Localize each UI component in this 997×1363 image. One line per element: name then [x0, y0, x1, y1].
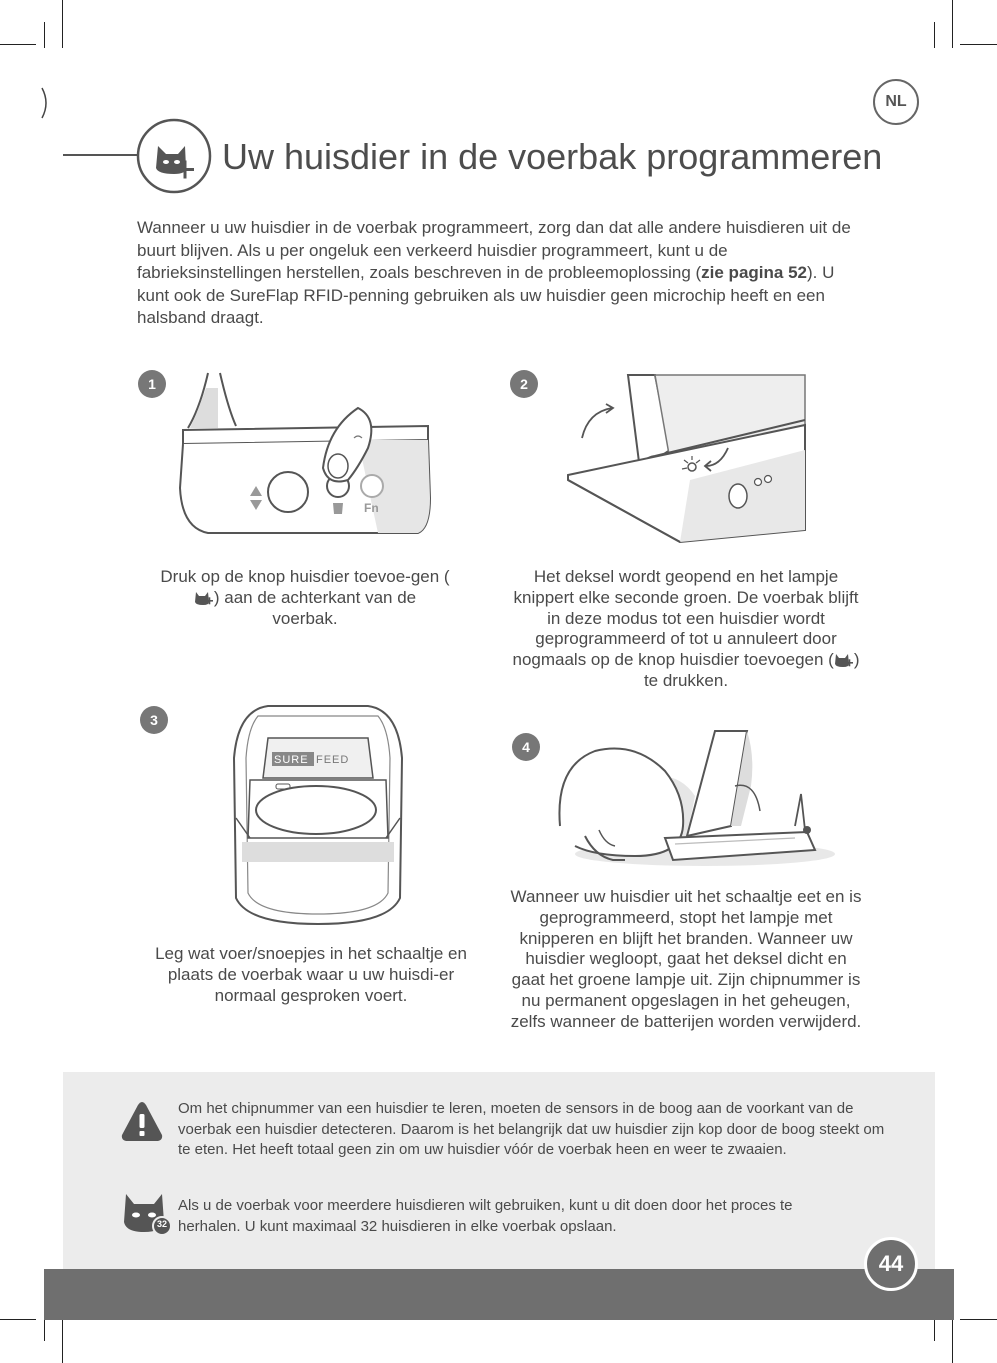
footer-bar [44, 1269, 954, 1320]
step-3-caption: Leg wat voer/snoepjes in het schaaltje en plaats de voerbak waar u uw huisdi-er normaal gesproken voert. [155, 944, 467, 1005]
step-4-number: 4 [512, 733, 540, 761]
intro-text: Wanneer u uw huisdier in de voerbak programmeert, zorg dan dat alle andere huisdieren uit de buurt blijven. Als u per ongeluk een verkeerd huisdier programmeert, kunt u de fabrieksinstellingen herstellen, zoals beschreven in de probleemoplossing ( [137, 218, 851, 283]
step-2-caption-text: Het deksel wordt geopend en het lampje knippert elke seconde groen. De voerbak blijft in deze modus tot een huisdier wordt geprogrammeerd of tot u annuleert door nogmaals op de knop huisdier toevoegen ( [512, 567, 859, 670]
warning-icon [120, 1100, 164, 1142]
intro-text-end: ). U kunt ook de SureFlap RFID-penning gebruiken als uw huisdier geen microchip heeft en een halsband draagt. [137, 263, 835, 328]
warning-text: Om het chipnummer van een huisdier te leren, moeten de sensors in de boog aan de voorkant van de voerbak een huisdier detecteren. Daarom is het belangrijk dat uw huisdier zijn kop door de boog steekt om te eten. Het heeft totaal geen zin om uw huisdier vóór de voerbak heen en weer te zwaaien. [178, 1100, 885, 1158]
multi-pet-badge: 32 [156, 1219, 167, 1229]
add-pet-inline-icon [834, 652, 854, 668]
crop-mark [952, 0, 953, 48]
step-2-number: 2 [510, 370, 538, 398]
crop-mark [44, 22, 45, 48]
add-pet-icon [136, 118, 212, 194]
add-pet-inline-icon [194, 590, 214, 606]
intro-paragraph [137, 217, 867, 330]
title-rule [63, 154, 139, 156]
step-3-illustration [228, 698, 408, 926]
crop-mark [960, 44, 997, 45]
crop-mark [934, 22, 935, 48]
crop-mark [62, 0, 63, 48]
brand-sure: SURE [274, 754, 309, 766]
crop-mark [960, 1319, 997, 1320]
step-2-caption [512, 567, 860, 692]
step-2-caption-text-end: ) te drukken. [643, 650, 860, 690]
fn-button-label: Fn [364, 501, 379, 515]
language-badge: NL [873, 79, 919, 125]
crop-mark [0, 1319, 36, 1320]
step-1-number: 1 [138, 370, 166, 398]
page-title: Uw huisdier in de voerbak programmeren [222, 136, 883, 177]
step-4-caption: Wanneer uw huisdier uit het schaaltje eet en is geprogrammeerd, stopt het lampje met knipperen en blijft het branden. Wanneer uw huisdier wegloopt, gaat het deksel dicht en gaat het groene lampje uit. Zijn chipnummer is nu permanent opgeslagen in het geheugen, zelfs wanneer de batterijen worden verwijderd. [510, 887, 862, 1031]
crop-mark [0, 44, 36, 45]
multi-pet-text: Als u de voerbak voor meerdere huisdieren wilt gebruiken, kunt u dit doen door het proces te herhalen. U kunt maximaal 32 huisdieren in elke voerbak opslaan. [178, 1197, 793, 1235]
crop-mark [62, 1315, 63, 1363]
multi-pet-icon [122, 1190, 172, 1236]
step-4-illustration [555, 726, 835, 871]
step-1-illustration [178, 368, 438, 548]
step-2-illustration [560, 370, 810, 550]
crop-mark [952, 1315, 953, 1363]
step-1-caption-text: Druk op de knop huisdier toevoe-gen ( [160, 567, 450, 586]
brand-feed: FEED [316, 754, 350, 766]
step-1-caption [160, 567, 450, 629]
registration-mark [38, 86, 52, 120]
page-reference-link[interactable]: zie pagina 52 [701, 263, 807, 283]
step-1-caption-text-end: ) aan de achterkant van de voerbak. [213, 587, 417, 628]
page-number: 44 [864, 1237, 918, 1291]
step-3-number: 3 [140, 706, 168, 734]
